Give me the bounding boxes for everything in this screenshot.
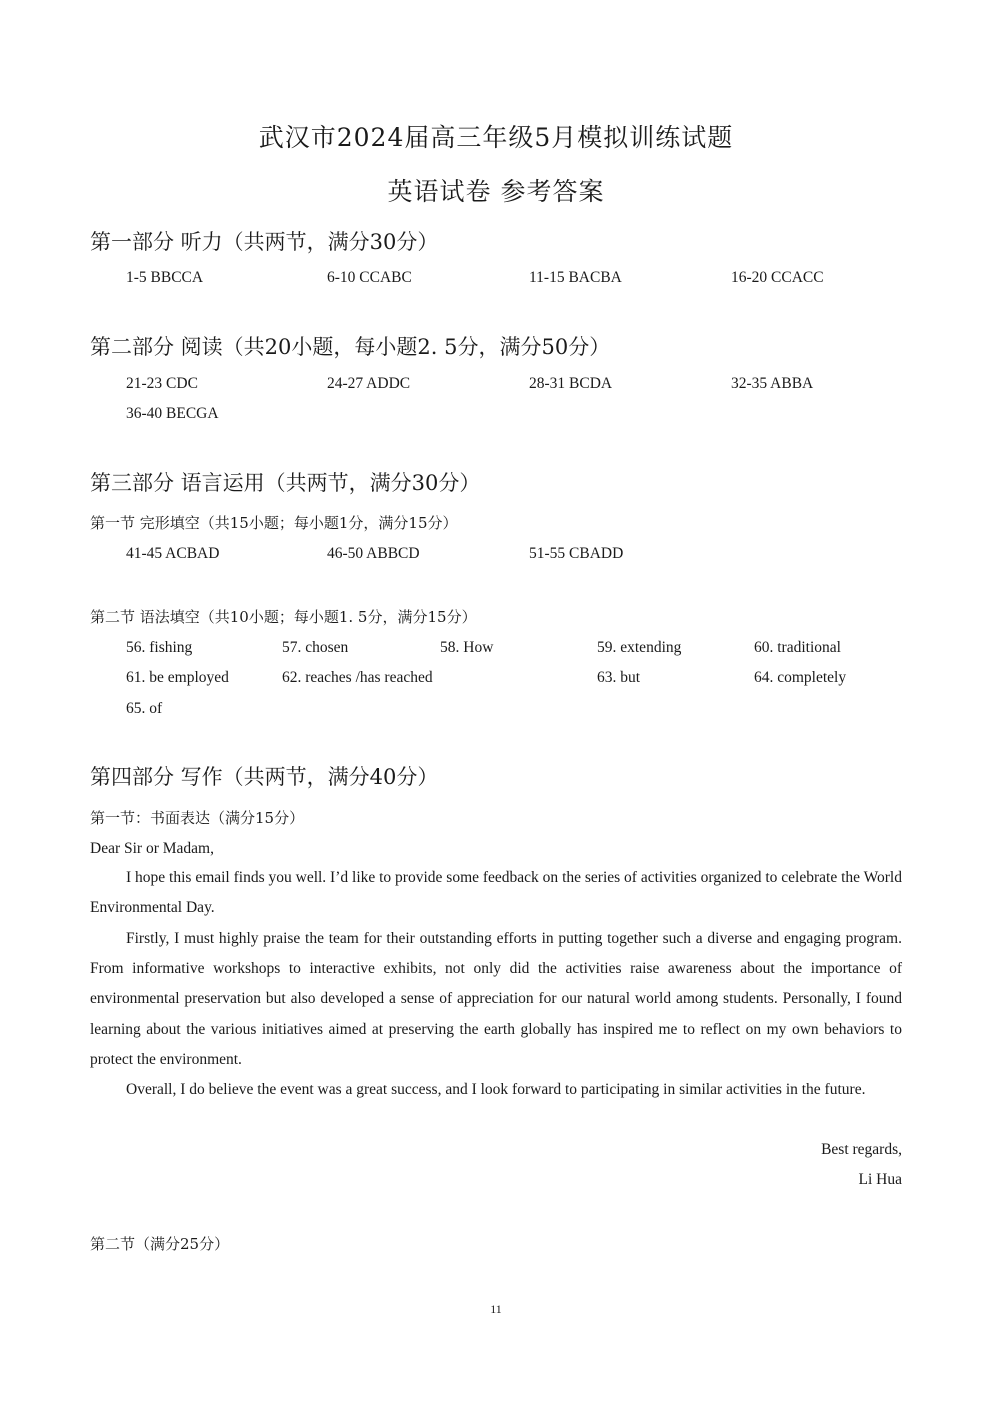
answer-group: 28-31 BCDA bbox=[529, 375, 613, 392]
letter-closing: Best regards, bbox=[821, 1141, 902, 1158]
letter-signature: Li Hua bbox=[858, 1171, 902, 1188]
part3-section2-heading: 第二节 语法填空（共10小题；每小题1. 5分，满分15分） bbox=[90, 608, 477, 626]
document-subtitle: 英语试卷 参考答案 bbox=[387, 177, 605, 206]
answer-group: 6-10 CCABC bbox=[327, 269, 412, 286]
answer-group: 1-5 BBCCA bbox=[126, 269, 204, 286]
answer-group: 36-40 BECGA bbox=[126, 405, 219, 422]
grammar-answer: 62. reaches /has reached bbox=[282, 669, 433, 686]
letter-paragraph: I hope this email finds you well. I’d like to provide some feedback on the series of activities organized to celebrate the World Environmental Day. bbox=[90, 869, 902, 917]
letter-paragraph: Overall, I do believe the event was a great success, and I look forward to participating in similar activities in the future. bbox=[126, 1081, 866, 1098]
grammar-answer: 65. of bbox=[126, 700, 163, 717]
part2-heading: 第二部分 阅读（共20小题，每小题2. 5分，满分50分） bbox=[90, 335, 611, 359]
grammar-answer: 63. but bbox=[597, 669, 641, 686]
part1-heading: 第一部分 听力（共两节，满分30分） bbox=[90, 230, 439, 254]
grammar-answer: 61. be employed bbox=[126, 669, 229, 686]
grammar-answer: 59. extending bbox=[597, 639, 682, 656]
answer-group: 32-35 ABBA bbox=[731, 375, 814, 392]
part4-heading: 第四部分 写作（共两节，满分40分） bbox=[90, 765, 439, 789]
letter-paragraph: Firstly, I must highly praise the team for their outstanding efforts in putting together such a diverse and engaging program. From informative workshops to interactive exhibits, not only did the activities raise awareness about the importance of environmental preservation but also developed a sense of appreciation for our natural world among students. Personally, I found learning about the various initiatives aimed at preserving the earth globally has inspired me to reflect on my own behaviors to protect the environment. bbox=[90, 930, 902, 1068]
answer-group: 16-20 CCACC bbox=[731, 269, 824, 286]
part3-heading: 第三部分 语言运用（共两节，满分30分） bbox=[90, 471, 481, 495]
part3-section1-heading: 第一节 完形填空（共15小题；每小题1分，满分15分） bbox=[90, 514, 458, 532]
grammar-answer: 64. completely bbox=[754, 669, 847, 686]
answer-group: 24-27 ADDC bbox=[327, 375, 411, 392]
grammar-answer: 58. How bbox=[440, 639, 494, 656]
grammar-answer: 60. traditional bbox=[754, 639, 841, 656]
grammar-answer: 57. chosen bbox=[282, 639, 349, 656]
answer-group: 11-15 BACBA bbox=[529, 269, 622, 286]
answer-group: 46-50 ABBCD bbox=[327, 545, 420, 562]
part4-section2-heading: 第二节（满分25分） bbox=[90, 1235, 230, 1253]
answer-group: 21-23 CDC bbox=[126, 375, 198, 392]
answer-group: 51-55 CBADD bbox=[529, 545, 624, 562]
answer-group: 41-45 ACBAD bbox=[126, 545, 220, 562]
grammar-answer: 56. fishing bbox=[126, 639, 193, 656]
letter-greeting: Dear Sir or Madam, bbox=[90, 840, 214, 857]
part4-section1-heading: 第一节：书面表达（满分15分） bbox=[90, 809, 305, 827]
document-title: 武汉市2024届高三年级5月模拟训练试题 bbox=[258, 123, 734, 152]
page-number: 11 bbox=[490, 1302, 502, 1316]
